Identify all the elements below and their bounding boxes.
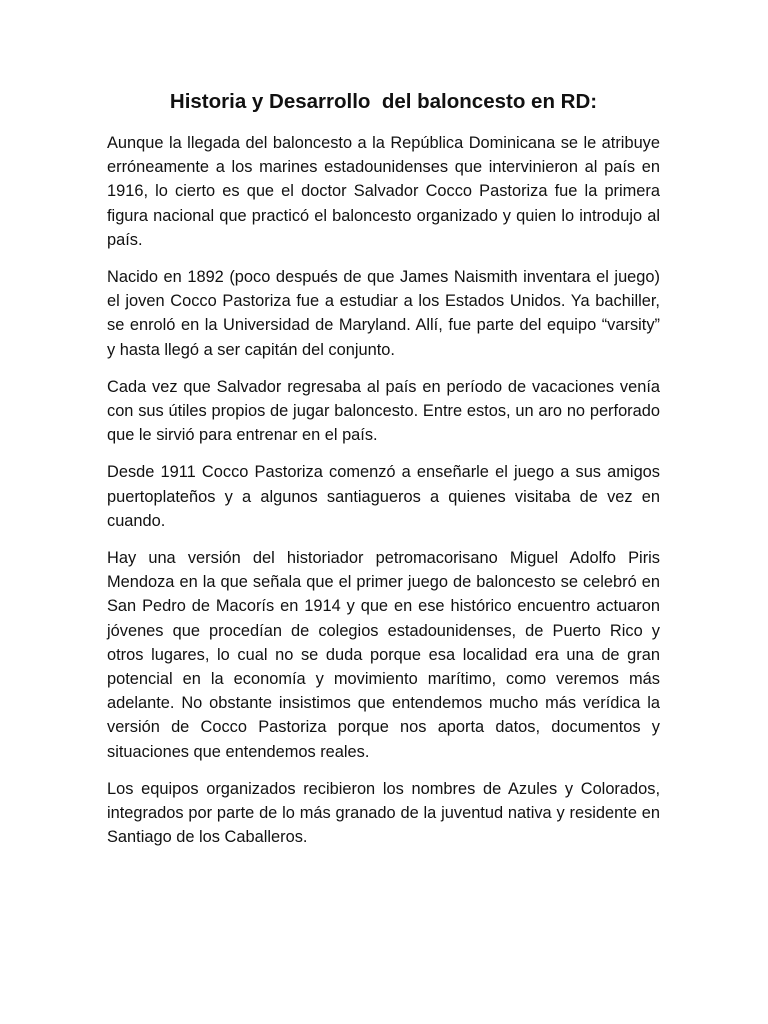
paragraph-4: Desde 1911 Cocco Pastoriza comenzó a enseñarle el juego a sus amigos puertoplateños y a algunos santiagueros a quienes visitaba de vez en cuando. <box>107 463 660 530</box>
paragraph-2: Nacido en 1892 (poco después de que James Naismith inventara el juego) el joven Cocco Pastoriza fue a estudiar a los Estados Unidos. Ya bachiller, se enroló en la Universidad de Maryland. Allí, fue parte del equipo “varsity” y hasta llegó a ser capitán del conjunto. <box>107 268 660 359</box>
paragraph-1: Aunque la llegada del baloncesto a la República Dominicana se le atribuye erróneamente a los marines estadounidenses que intervinieron al país en 1916, lo cierto es que el doctor Salvador Cocco Pastoriza fue la primera figura nacional que practicó el baloncesto organizado y quien lo introdujo al país. <box>107 134 660 249</box>
paragraph-6: Los equipos organizados recibieron los nombres de Azules y Colorados, integrados por parte de lo más granado de la juventud nativa y residente en Santiago de los Caballeros. <box>107 779 660 847</box>
document-title: Historia y Desarrollo del baloncesto en RD: <box>169 90 598 113</box>
document-page <box>107 88 660 862</box>
paragraph-5: Hay una versión del historiador petromacorisano Miguel Adolfo Piris Mendoza en la que señala que el primer juego de baloncesto se celebró en San Pedro de Macorís en 1914 y que en ese histórico encuentro actuaron jóvenes que procedían de colegios estadounidenses, de Puerto Rico y otros lugares, lo cual no se duda porque esa localidad era una de gran potencial en la economía y movimiento marítimo, como veremos más adelante. No obstante insistimos que entendemos mucho más verídica la versión de Cocco Pastoriza porque nos aporta datos, documentos y situaciones que entendemos reales. <box>107 549 660 761</box>
paragraph-3: Cada vez que Salvador regresaba al país en período de vacaciones venía con sus útiles propios de jugar baloncesto. Entre estos, un aro no perforado que le sirvió para entrenar en el país. <box>107 377 660 445</box>
